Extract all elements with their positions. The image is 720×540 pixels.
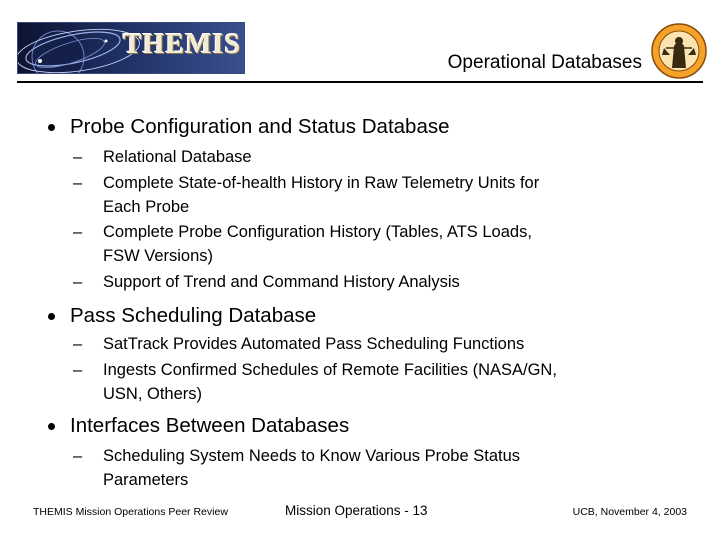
footer-event: THEMIS Mission Operations Peer Review xyxy=(33,506,228,518)
bullet-dot xyxy=(48,313,55,320)
logo-wordmark: THEMIS xyxy=(123,29,242,60)
footer-date: UCB, November 4, 2003 xyxy=(572,506,687,518)
slide-body: Probe Configuration and Status Database – Relational Database – Complete State-of-health History in Raw Telemetry Units for Each Probe – Complete Probe Configuration History (Tables, ATS Loads, FSW Versions) – Support of Trend and Command History Analysis Pass Scheduling Database – SatTrack Provides Automated Pass Scheduling Functions – Ingests Confirmed Schedules of Remote Facilities (NASA/GN, USN, Others) Interfaces Between Databases – Scheduling System Needs to Know Various Probe Status Parameters xyxy=(0,0,720,540)
footer-page-label: Mission Operations - 13 xyxy=(285,503,428,518)
bullet-dot xyxy=(48,423,55,430)
slide-title: Operational Databases xyxy=(447,52,642,73)
bullet-dot xyxy=(48,124,55,131)
